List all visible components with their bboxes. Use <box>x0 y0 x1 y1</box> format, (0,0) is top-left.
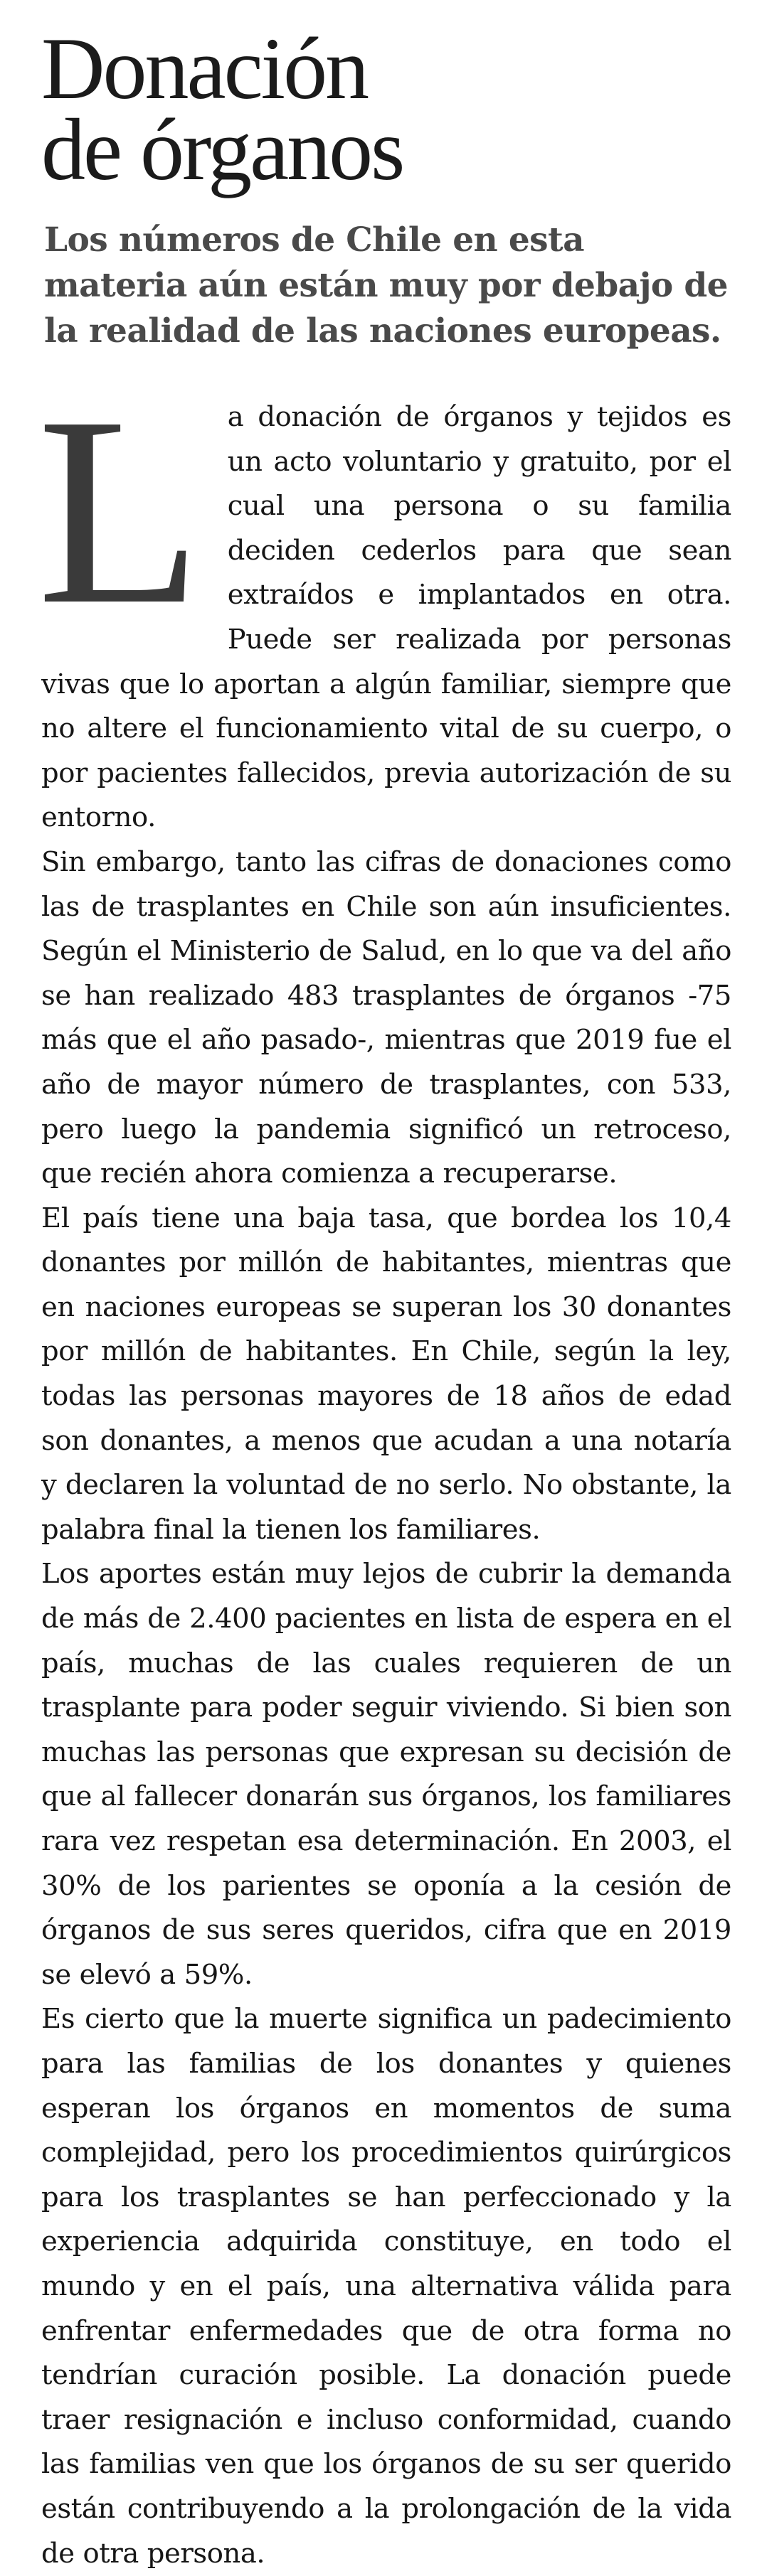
headline-line-1: Donación <box>41 20 368 117</box>
article-headline <box>41 20 731 198</box>
paragraph-5: Es cierto que la muerte significa un padecimiento para las familias de los donantes y quienes esperan los órganos en momentos de suma complejidad, pero los procedimientos quirúrgicos para los trasplantes se han perfeccionado y la experiencia adquirida constituye, en todo el mundo y en el país, una alternativa válida para enfrentar enfermedades que de otra forma no tendrían curación posible. La donación puede traer resignación e incluso conformidad, cuando las familias ven que los órganos de su ser querido están contribuyendo a la prolongación de la vida de otra persona. <box>41 2003 731 2570</box>
headline-line-2: de órganos <box>41 101 403 198</box>
article-subtitle: Los números de Chile en esta materia aún están muy por debajo de la realidad de las naciones europeas. <box>44 220 728 351</box>
paragraph-4: Los aportes están muy lejos de cubrir la demanda de más de 2.400 pacientes en lista de espera en el país, muchas de las cuales requieren de un trasplante para poder seguir viviendo. Si bien son muchas las personas que expresan su decisión de que al fallecer donarán sus órganos, los familiares rara vez respetan esa determinación. En 2003, el 30% de los parientes se oponía a la cesión de órganos de sus seres queridos, cifra que en 2019 se elevó a 59%. <box>41 1558 731 1991</box>
paragraph-2: Sin embargo, tanto las cifras de donaciones como las de trasplantes en Chile son aún insuficientes. Según el Ministerio de Salud, en lo que va del año se han realizado 483 trasplantes de órganos -75 más que el año pasado-, mientras que 2019 fue el año de mayor número de trasplantes, con 533, pero luego la pandemia significó un retroceso, que recién ahora comienza a recuperarse. <box>41 845 731 1190</box>
paragraph-1 <box>37 361 731 840</box>
article-body <box>37 361 731 2576</box>
paragraph-1-text: a donación de órganos y tejidos es un acto voluntario y gratuito, por el cual una persona o su familia deciden cederlos para que sean extraídos e implantados en otra. Puede ser realizada por personas vivas que lo aportan a algún familiar, siempre que no altere el funcionamiento vital de su cuerpo, o por pacientes fallecidos, previa autorización de su entorno. <box>41 401 731 834</box>
drop-cap: L <box>37 361 202 661</box>
paragraph-3: El país tiene una baja tasa, que bordea los 10,4 donantes por millón de habitantes, mientras que en naciones europeas se superan los 30 donantes por millón de habitantes. En Chile, según la ley, todas las personas mayores de 18 años de edad son donantes, a menos que acudan a una notaría y declaren la voluntad de no serlo. No obstante, la palabra final la tienen los familiares. <box>41 1202 731 1546</box>
